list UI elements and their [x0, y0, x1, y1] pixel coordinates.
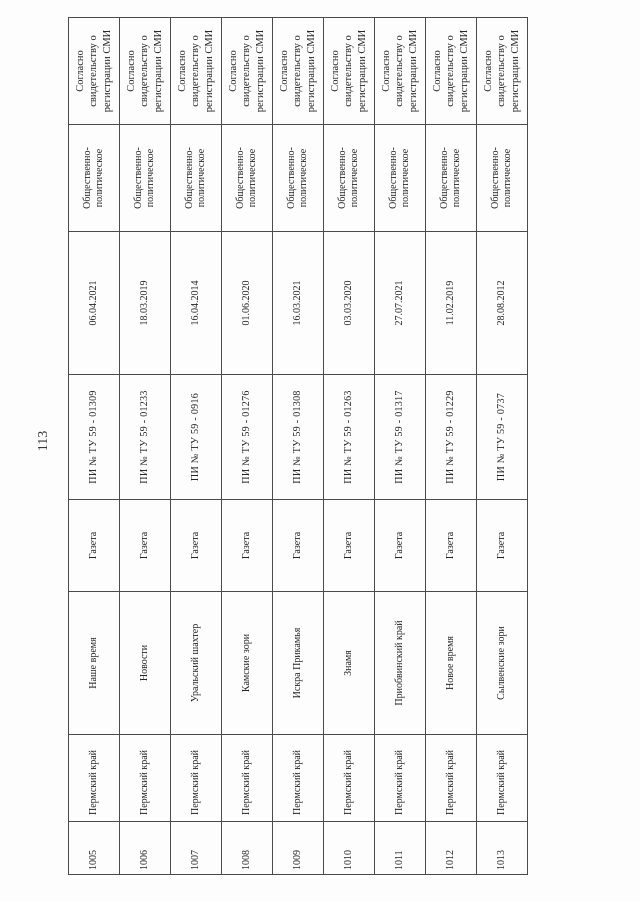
cell-media-title: Знамя — [324, 592, 375, 735]
cell-media-type: Газета — [477, 500, 528, 592]
cell-topic: Общественно-политическое — [375, 125, 426, 232]
table-row — [69, 18, 120, 875]
page-number: 113 — [36, 430, 51, 452]
cell-basis: Согласно свидетельству о регистрации СМИ — [375, 18, 426, 125]
cell-media-title: Уральский шахтер — [171, 592, 222, 735]
cell-region: Пермский край — [426, 735, 477, 822]
cell-registration-number: ПИ № ТУ 59 - 0916 — [171, 375, 222, 500]
cell-media-title: Камские зори — [222, 592, 273, 735]
cell-topic: Общественно-политическое — [120, 125, 171, 232]
cell-topic: Общественно-политическое — [426, 125, 477, 232]
cell-basis: Согласно свидетельству о регистрации СМИ — [273, 18, 324, 125]
cell-registration-date: 11.02.2019 — [426, 232, 477, 375]
cell-region: Пермский край — [375, 735, 426, 822]
cell-basis: Согласно свидетельству о регистрации СМИ — [171, 18, 222, 125]
cell-region: Пермский край — [69, 735, 120, 822]
cell-registration-date: 28.08.2012 — [477, 232, 528, 375]
cell-basis: Согласно свидетельству о регистрации СМИ — [120, 18, 171, 125]
cell-registration-number: ПИ № ТУ 59 - 01229 — [426, 375, 477, 500]
cell-topic: Общественно-политическое — [171, 125, 222, 232]
cell-registration-date: 16.04.2014 — [171, 232, 222, 375]
cell-number: 1009 — [273, 822, 324, 875]
table-row — [426, 18, 477, 875]
cell-registration-number: ПИ № ТУ 59 - 01233 — [120, 375, 171, 500]
table-body — [69, 18, 528, 875]
cell-region: Пермский край — [477, 735, 528, 822]
cell-media-type: Газета — [324, 500, 375, 592]
table-row — [120, 18, 171, 875]
cell-number: 1011 — [375, 822, 426, 875]
cell-media-title: Наше время — [69, 592, 120, 735]
table-row — [273, 18, 324, 875]
cell-registration-date: 01.06.2020 — [222, 232, 273, 375]
cell-topic: Общественно-политическое — [324, 125, 375, 232]
table-row — [324, 18, 375, 875]
cell-media-type: Газета — [375, 500, 426, 592]
cell-number: 1010 — [324, 822, 375, 875]
cell-media-title: Сылвенские зори — [477, 592, 528, 735]
table-row — [477, 18, 528, 875]
cell-topic: Общественно-политическое — [273, 125, 324, 232]
cell-media-title: Новое время — [426, 592, 477, 735]
media-registry-table — [68, 17, 528, 875]
cell-number: 1013 — [477, 822, 528, 875]
cell-number: 1012 — [426, 822, 477, 875]
cell-registration-date: 27.07.2021 — [375, 232, 426, 375]
cell-topic: Общественно-политическое — [222, 125, 273, 232]
cell-registration-date: 06.04.2021 — [69, 232, 120, 375]
cell-registration-number: ПИ № ТУ 59 - 0737 — [477, 375, 528, 500]
cell-media-title: Приобвинский край — [375, 592, 426, 735]
cell-media-title: Искра Прикамья — [273, 592, 324, 735]
cell-basis: Согласно свидетельству о регистрации СМИ — [426, 18, 477, 125]
cell-basis: Согласно свидетельству о регистрации СМИ — [324, 18, 375, 125]
cell-number: 1006 — [120, 822, 171, 875]
cell-registration-number: ПИ № ТУ 59 - 01317 — [375, 375, 426, 500]
cell-number: 1007 — [171, 822, 222, 875]
cell-region: Пермский край — [120, 735, 171, 822]
cell-registration-number: ПИ № ТУ 59 - 01276 — [222, 375, 273, 500]
cell-topic: Общественно-политическое — [477, 125, 528, 232]
cell-media-type: Газета — [222, 500, 273, 592]
cell-topic: Общественно-политическое — [69, 125, 120, 232]
cell-registration-date: 18.03.2019 — [120, 232, 171, 375]
cell-registration-date: 03.03.2020 — [324, 232, 375, 375]
cell-region: Пермский край — [273, 735, 324, 822]
cell-media-type: Газета — [171, 500, 222, 592]
table-row — [171, 18, 222, 875]
cell-basis: Согласно свидетельству о регистрации СМИ — [69, 18, 120, 125]
cell-region: Пермский край — [171, 735, 222, 822]
cell-registration-number: ПИ № ТУ 59 - 01309 — [69, 375, 120, 500]
cell-media-type: Газета — [426, 500, 477, 592]
cell-registration-number: ПИ № ТУ 59 - 01308 — [273, 375, 324, 500]
table-row — [375, 18, 426, 875]
table-row — [222, 18, 273, 875]
cell-region: Пермский край — [324, 735, 375, 822]
cell-media-type: Газета — [69, 500, 120, 592]
cell-number: 1005 — [69, 822, 120, 875]
cell-registration-date: 16.03.2021 — [273, 232, 324, 375]
cell-registration-number: ПИ № ТУ 59 - 01263 — [324, 375, 375, 500]
cell-media-type: Газета — [120, 500, 171, 592]
cell-number: 1008 — [222, 822, 273, 875]
cell-region: Пермский край — [222, 735, 273, 822]
cell-basis: Согласно свидетельству о регистрации СМИ — [222, 18, 273, 125]
cell-media-title: Новости — [120, 592, 171, 735]
cell-media-type: Газета — [273, 500, 324, 592]
cell-basis: Согласно свидетельству о регистрации СМИ — [477, 18, 528, 125]
